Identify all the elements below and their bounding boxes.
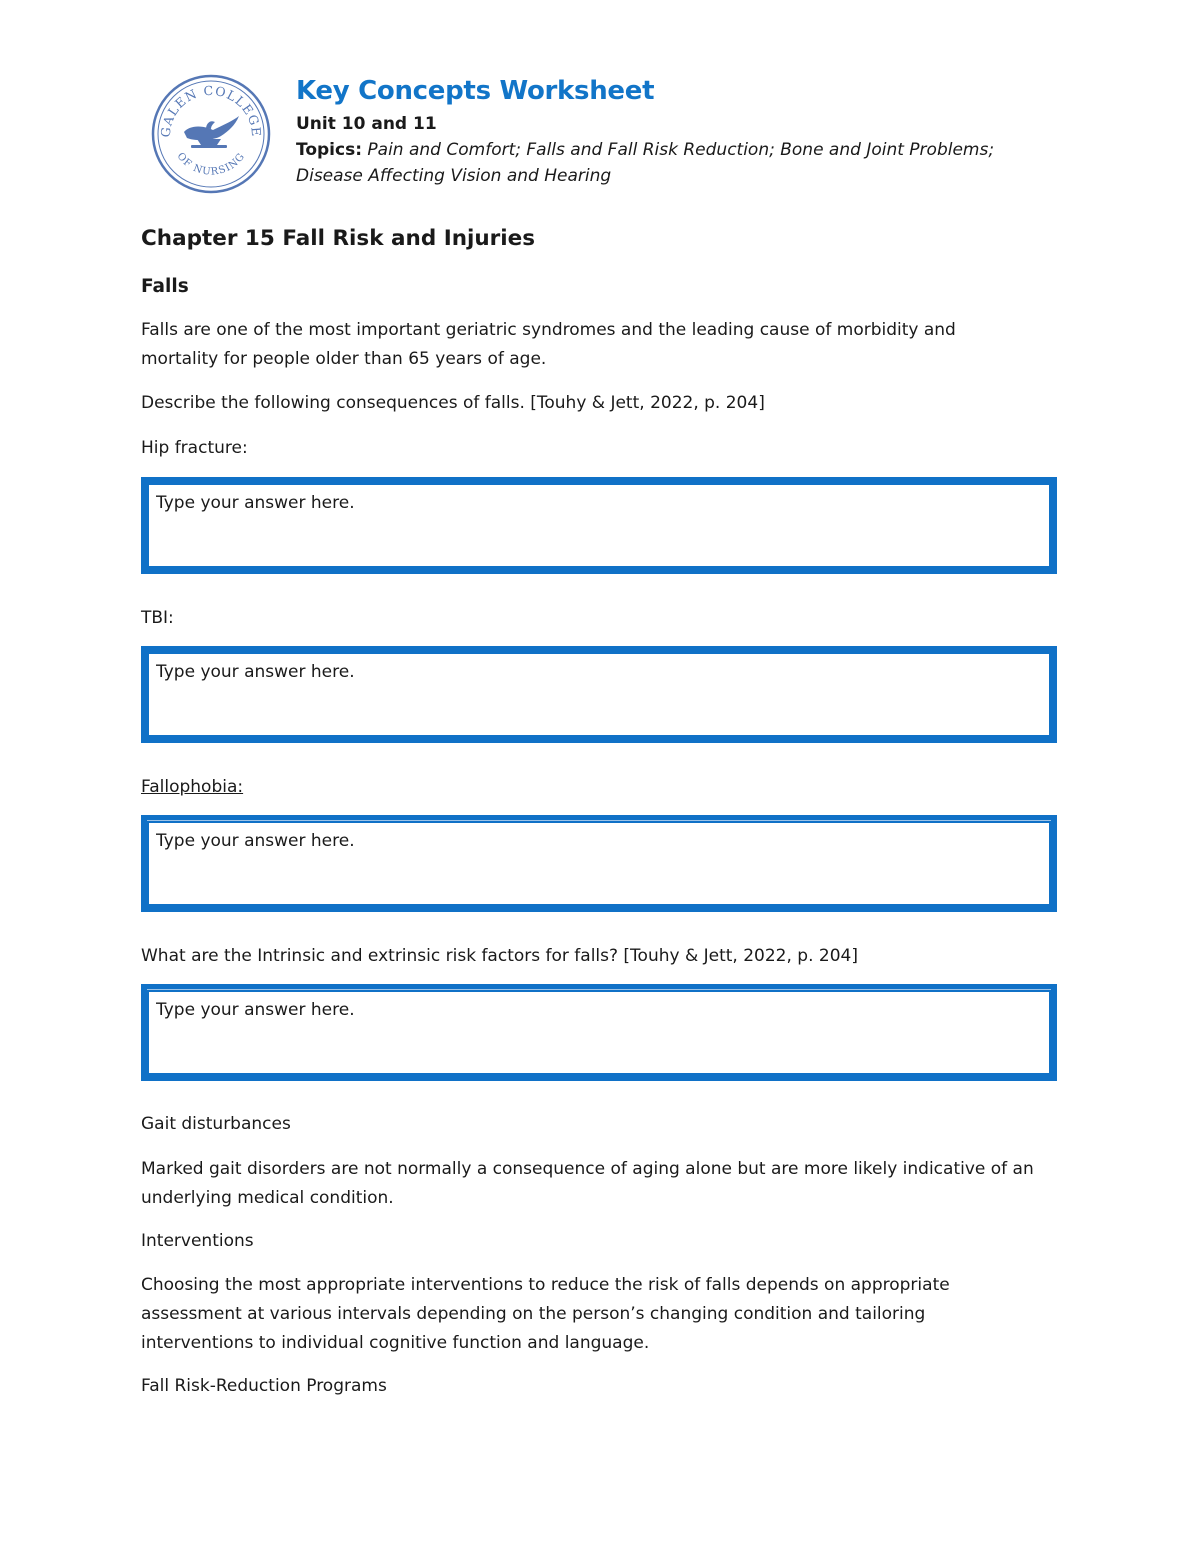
fallophobia-answer-box	[141, 815, 1057, 912]
interventions-paragraph	[141, 1271, 1061, 1358]
hip-fracture-label: Hip fracture:	[141, 438, 248, 458]
gait-heading: Gait disturbances	[141, 1114, 291, 1134]
hip-fracture-answer-box	[141, 477, 1057, 574]
topics-line	[296, 137, 1096, 163]
gait-paragraph	[141, 1155, 1061, 1213]
tbi-label: TBI:	[141, 608, 174, 628]
interventions-paragraph-line-3: interventions to individual cognitive function and language.	[141, 1333, 650, 1353]
unit-line: Unit 10 and 11	[296, 114, 437, 134]
topics-label: Topics:	[296, 140, 363, 160]
tbi-answer-box	[141, 646, 1057, 743]
chapter-heading: Chapter 15 Fall Risk and Injuries	[141, 226, 536, 251]
interventions-paragraph-line-1: Choosing the most appropriate interventions to reduce the risk of falls depends on appropriate	[141, 1275, 950, 1295]
tbi-answer-field[interactable]	[156, 660, 1042, 729]
risk-factors-answer-box	[141, 984, 1057, 1081]
fallophobia-answer-field[interactable]	[156, 829, 1042, 898]
interventions-heading: Interventions	[141, 1231, 254, 1251]
college-seal-logo	[151, 74, 271, 194]
gait-paragraph-line-1: Marked gait disorders are not normally a consequence of aging alone but are more likely indicative of an	[141, 1159, 1034, 1179]
hip-fracture-answer-field[interactable]	[156, 491, 1042, 560]
interventions-paragraph-line-2: assessment at various intervals depending on the person’s changing condition and tailoring	[141, 1304, 926, 1324]
falls-heading: Falls	[141, 276, 189, 297]
falls-paragraph-line-1: Falls are one of the most important geriatric syndromes and the leading cause of morbidity and	[141, 320, 956, 340]
risk-factors-prompt: What are the Intrinsic and extrinsic risk factors for falls? [Touhy & Jett, 2022, p. 204]	[141, 946, 858, 966]
falls-paragraph-line-2: mortality for people older than 65 years of age.	[141, 349, 547, 369]
lamp-icon	[184, 116, 239, 148]
gait-paragraph-line-2: underlying medical condition.	[141, 1188, 394, 1208]
topics-value-line1: Pain and Comfort; Falls and Fall Risk Reduction; Bone and Joint Problems;	[362, 140, 995, 160]
box-top-rule	[147, 989, 1051, 990]
box-top-rule	[147, 820, 1051, 821]
svg-text:OF NURSING	[175, 151, 248, 178]
logo-text-bottom: OF NURSING	[174, 150, 248, 178]
fallophobia-label: Fallophobia:	[141, 777, 244, 797]
worksheet-title: Key Concepts Worksheet	[296, 76, 655, 106]
topics-value-line2: Disease Affecting Vision and Hearing	[296, 166, 612, 186]
fall-risk-programs-heading: Fall Risk-Reduction Programs	[141, 1376, 387, 1396]
logo-text-top: GALEN COLLEGE	[157, 82, 265, 138]
describe-prompt: Describe the following consequences of falls. [Touhy & Jett, 2022, p. 204]	[141, 393, 765, 413]
risk-factors-answer-field[interactable]	[156, 998, 1042, 1067]
worksheet-header	[296, 72, 1096, 189]
falls-paragraph	[141, 316, 1061, 374]
